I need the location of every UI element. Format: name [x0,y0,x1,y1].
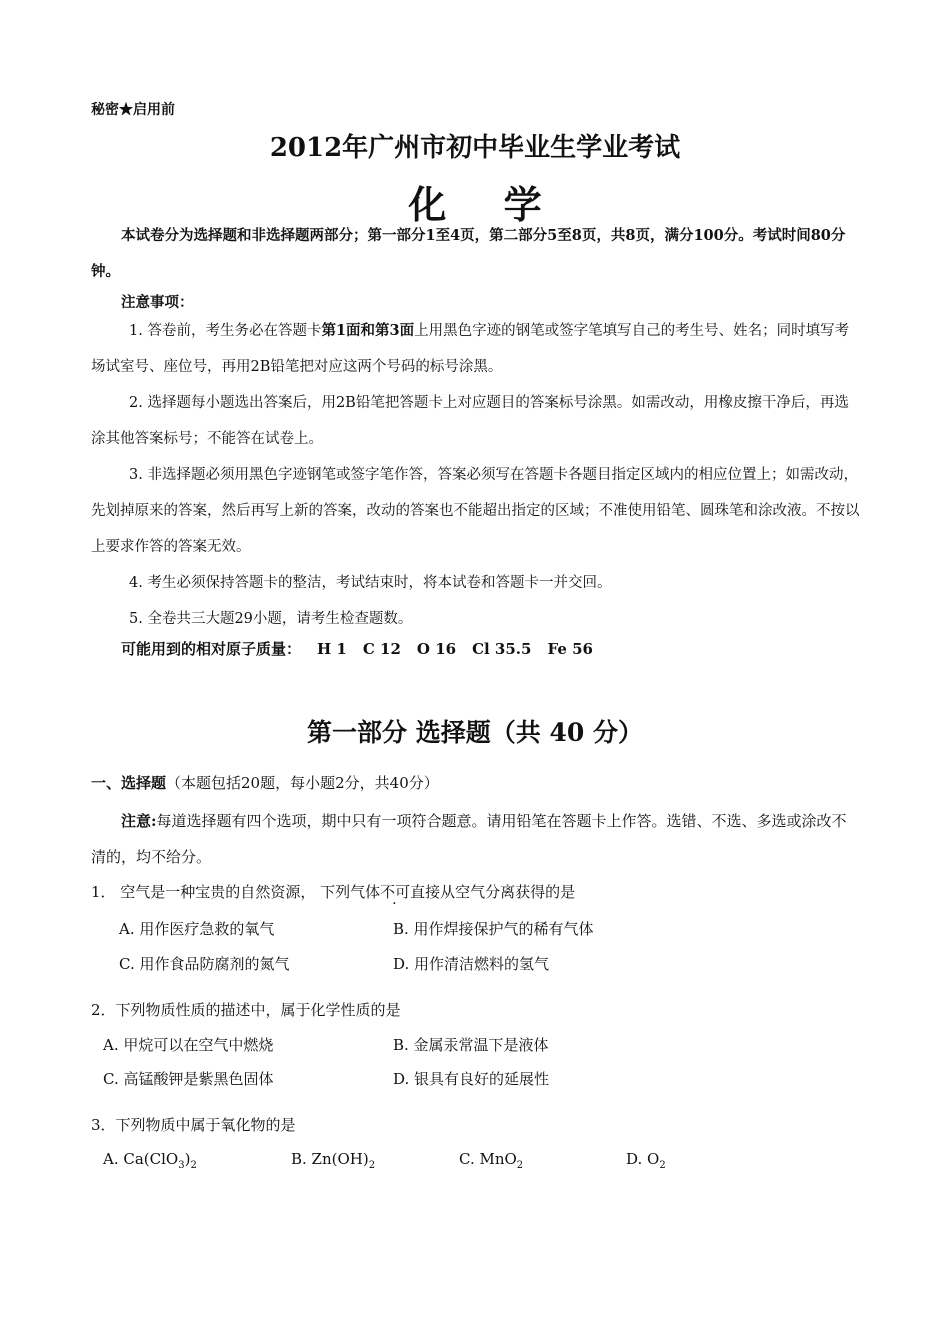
section-detail: （本题包括20题，每小题2分，共40分） [166,774,439,792]
subject-title: 化 学 [408,182,564,227]
notice-item: 3. 非选择题必须用黑色字迹钢笔或签字笔作答，答案必须写在答题卡各题目指定区域内的相应位置上；如需改动，先划掉原来的答案，然后再写上新的答案，改动的答案也不能超出指定的区域；不准使用铅笔、圆珠笔和涂改液。不按以上要求作答的答案无效。 [91,467,860,555]
formula-text: C. MnO [459,1150,517,1168]
question-2-stem: 2．下列物质性质的描述中，属于化学性质的是 [91,1001,401,1019]
part-one-title: 第一部分 选择题（共 40 分） [307,718,643,747]
question-1-option-c: C. 用作食品防腐剂的氮气 [119,955,290,973]
question-3-option-d [626,1150,666,1171]
notice-text: 1. 答卷前，考生务必在答题卡 [129,323,322,339]
question-3-option-b [291,1150,375,1171]
formula-text: A. Ca(ClO [103,1150,179,1168]
question-2-option-c: C. 高锰酸钾是紫黑色固体 [103,1070,274,1088]
notice-item [91,313,861,385]
question-1-option-a: A. 用作医疗急救的氧气 [119,920,275,938]
atomic-mass: C 12 [362,640,401,658]
question-2-option-d: D. 银具有良好的延展性 [393,1070,550,1088]
formula-subscript: 2 [516,1160,524,1171]
formula-text: D. O [626,1150,660,1168]
formula-subscript: 2 [368,1160,376,1171]
atomic-mass: H 1 [317,640,347,658]
exam-title: 2012年广州市初中毕业生学业考试 [269,133,681,163]
formula-subscript: 3 [178,1160,185,1171]
notice-item: 2. 选择题每小题选出答案后，用2B铅笔把答题卡上对应题目的答案标号涂黑。如需改动，用橡皮擦干净后，再选涂其他答案标号；不能答在试卷上。 [91,395,849,447]
stem-text: 1． 空气是一种宝贵的自然资源， 下列气体 [91,883,381,901]
question-1-stem [91,881,575,902]
stem-emphasis: 不可 [380,883,411,901]
notice-item: 4. 考生必须保持答题卡的整洁，考试结束时，将本试卷和答题卡一并交回。 [129,575,612,591]
formula-text: ) [184,1150,191,1168]
notice-list [91,313,861,637]
question-1-option-d: D. 用作清洁燃料的氢气 [393,955,550,973]
atomic-mass: Fe 56 [547,640,593,658]
notice-emphasis: 第1面和第3面 [321,322,415,339]
notice-heading: 注意事项： [121,294,194,311]
atomic-mass: O 16 [416,640,457,658]
question-3-option-a [103,1150,197,1171]
section-note [91,803,861,875]
question-3-option-c [459,1150,523,1171]
question-3-stem: 3．下列物质中属于氧化物的是 [91,1116,296,1134]
section-heading [91,772,439,793]
atomic-masses [121,638,593,659]
formula-text: B. Zn(OH) [291,1150,369,1168]
confidential-mark: 秘密★启用前 [91,102,175,118]
note-label: 注意: [121,812,157,830]
stem-text: 直接从空气分离获得的是 [410,883,576,901]
notice-text: 上用黑色字迹的钢笔或签字笔填写自己的考生号、姓名；同时填写考场试室号、座位号，再用2B铅笔把对应这两个号码的标号涂黑。 [91,323,850,375]
formula-subscript: 2 [659,1160,666,1171]
question-2-option-b: B. 金属汞常温下是液体 [393,1036,549,1054]
question-1-option-b: B. 用作焊接保护气的稀有气体 [393,920,594,938]
intro-paragraph: 本试卷分为选择题和非选择题两部分；第一部分1至4页，第二部分5至8页，共8页，满分100分。考试时间80分钟。 [91,227,846,280]
atomic-mass: Cl 35.5 [472,640,532,658]
formula-subscript: 2 [190,1160,197,1171]
question-2-option-a: A. 甲烷可以在空气中燃烧 [103,1036,274,1054]
section-label: 一、选择题 [91,774,167,792]
atomic-masses-label: 可能用到的相对原子质量： [121,640,302,658]
notice-item: 5. 全卷共三大题29小题，请考生检查题数。 [129,611,413,627]
note-text: 每道选择题有四个选项，期中只有一项符合题意。请用铅笔在答题卡上作答。选错、不选、多选或涂改不清的，均不给分。 [91,812,847,866]
